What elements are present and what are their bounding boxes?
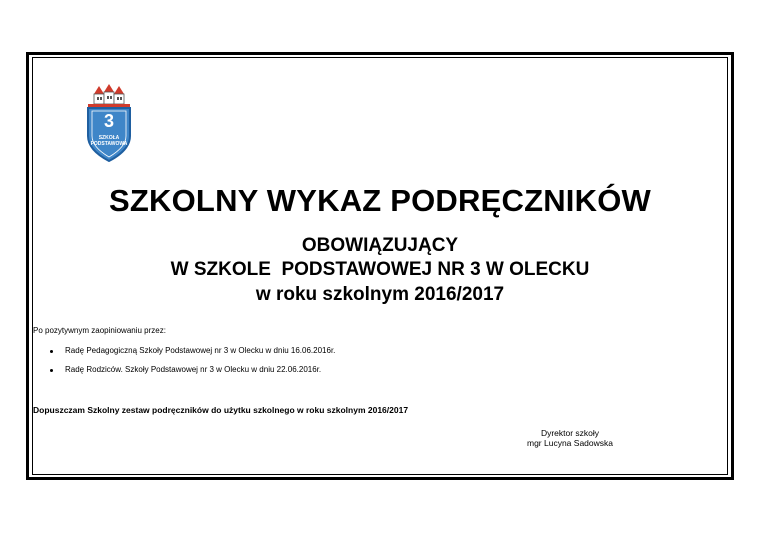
page-title: SZKOLNY WYKAZ PODRĘCZNIKÓW: [109, 183, 651, 218]
logo-number: 3: [103, 111, 114, 131]
logo-text-line2: PODSTAWOWA: [90, 141, 128, 147]
school-logo: [80, 84, 138, 162]
opinion-item: Radę Pedagogiczną Szkoły Podstawowej nr 3 w Olecku w dniu 16.06.2016r.: [65, 346, 336, 355]
signature-name: mgr Lucyna Sadowska: [527, 438, 613, 448]
opinion-item: Radę Rodziców. Szkoły Podstawowej nr 3 w Olecku w dniu 22.06.2016r.: [65, 365, 322, 374]
subtitle-line1: OBOWIĄZUJĄCY: [301, 235, 459, 256]
subtitle-line2: W SZKOLE PODSTAWOWEJ NR 3 W OLECKU: [170, 259, 590, 280]
bullet-icon: [50, 369, 53, 372]
signature-role: Dyrektor szkoły: [540, 428, 600, 438]
subtitle-line3: w roku szkolnym 2016/2017: [255, 284, 505, 305]
approval-statement: Dopuszczam Szkolny zestaw podręczników do użytku szkolnego w roku szkolnym 2016/2017: [33, 405, 409, 415]
opinion-intro: Po pozytywnym zaopiniowaniu przez:: [33, 326, 166, 335]
bullet-icon: [50, 350, 53, 353]
logo-text-line1: SZKOŁA: [98, 135, 120, 141]
